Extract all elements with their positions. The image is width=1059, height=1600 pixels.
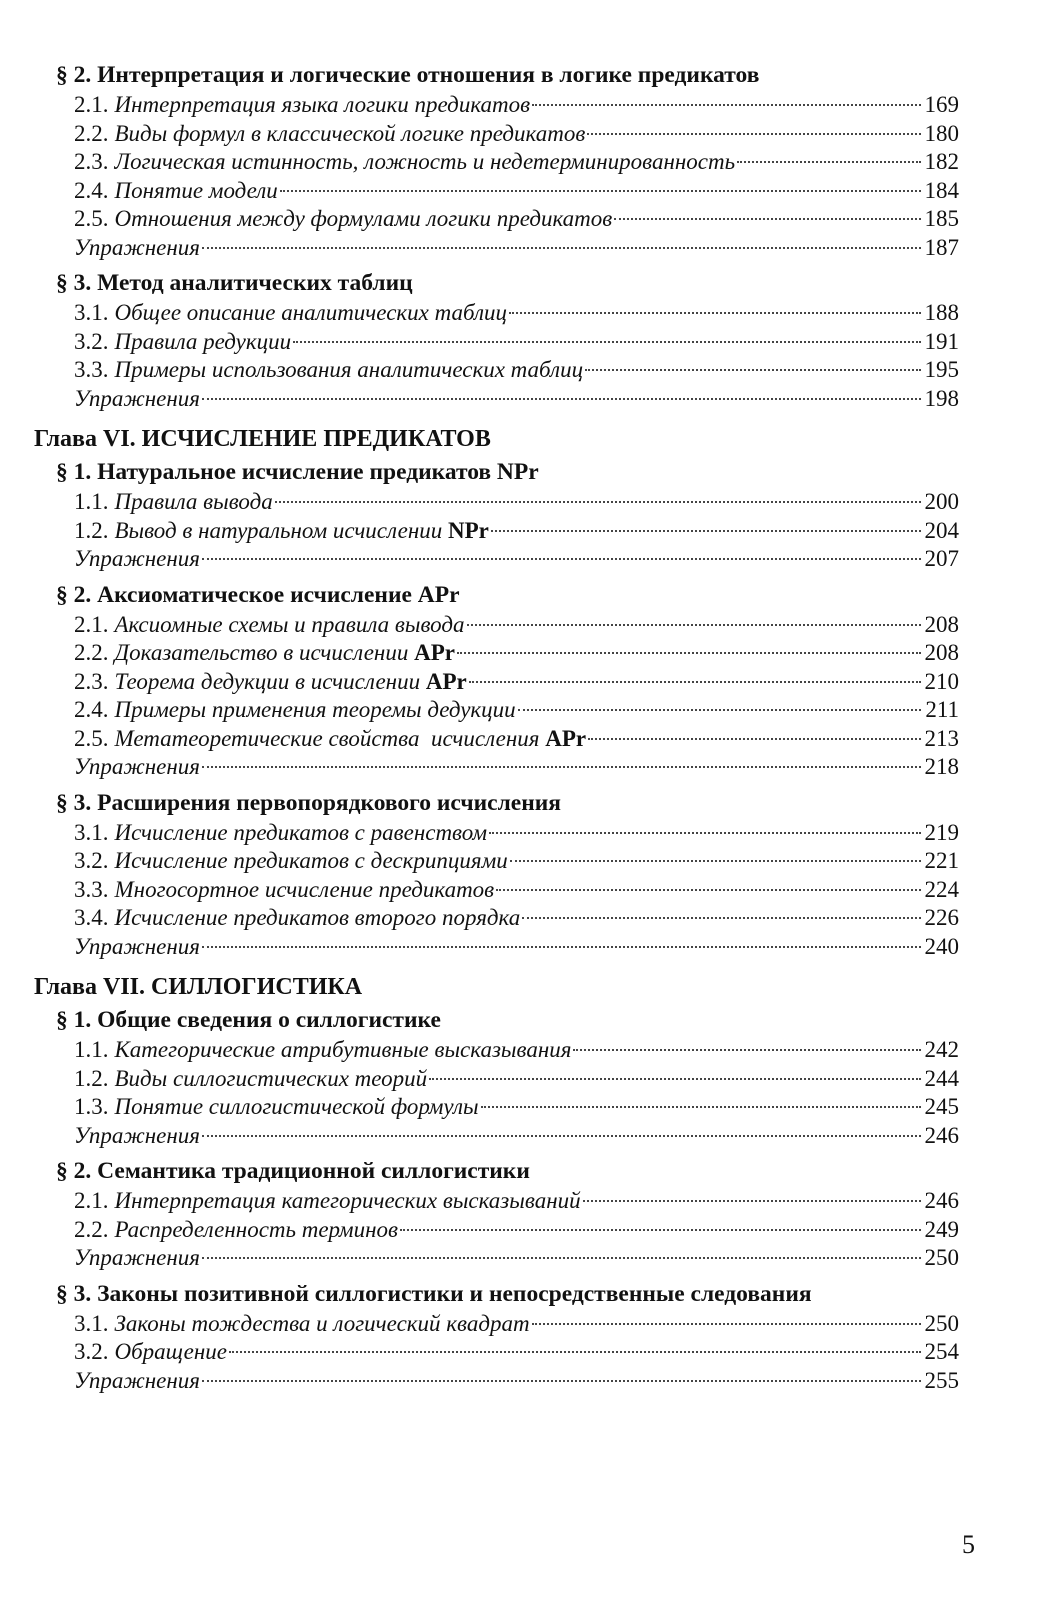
entry-page: 195: [924, 357, 959, 382]
entry-number: 3.1.: [74, 300, 109, 325]
toc-entry: [34, 234, 959, 263]
toc-section: [34, 459, 959, 574]
section-heading: § 3. Метод аналитических таблиц: [56, 270, 413, 296]
entry-title-text: Упражнения: [74, 1122, 200, 1148]
entry-title: [74, 234, 200, 263]
toc-section: [34, 1007, 959, 1150]
entry-title-text: Виды силлогистических теорий: [114, 1065, 428, 1091]
dot-leader: [202, 558, 921, 560]
dot-leader: [202, 1257, 921, 1259]
entry-page: 250: [924, 1310, 959, 1336]
dot-leader: [489, 832, 921, 834]
calculus-name: APr: [414, 640, 455, 665]
toc-entry: [34, 328, 959, 357]
entry-title-text: Доказательство в исчислении: [114, 640, 415, 665]
dot-leader: [229, 1351, 921, 1353]
toc-entry: [34, 1367, 959, 1396]
toc-section: [34, 62, 959, 262]
entry-page: 207: [924, 546, 959, 571]
entry-title-text: Упражнения: [74, 234, 200, 260]
entry-number: 1.2.: [74, 517, 109, 543]
entry-title-text: Упражнения: [74, 546, 200, 571]
entry-number: 2.2.: [74, 1216, 109, 1242]
entry-number: 3.1.: [74, 819, 109, 845]
entry-title: [74, 545, 200, 574]
dot-leader: [202, 946, 921, 948]
entry-page: 211: [925, 697, 959, 722]
entry-title: [115, 1310, 530, 1339]
dot-leader: [202, 1380, 921, 1382]
toc-entry: [34, 205, 959, 234]
dot-leader: [510, 860, 921, 862]
dot-leader: [469, 681, 921, 683]
entry-title-text: Метатеоретические свойства исчисления: [114, 725, 546, 751]
entry-title: [115, 611, 465, 640]
dot-leader: [202, 398, 921, 400]
toc-entry: [34, 1093, 959, 1122]
toc-entry: [34, 385, 959, 414]
entry-page: 210: [924, 668, 959, 694]
section-heading: § 2. Аксиоматическое исчисление APr: [56, 581, 460, 608]
toc-entry: [34, 1338, 959, 1367]
toc-entry: [34, 148, 959, 177]
toc-entry: [34, 1065, 959, 1094]
entry-title: [115, 356, 584, 385]
table-of-contents: [34, 62, 959, 1403]
entry-page: 182: [924, 149, 959, 174]
toc-entry: [34, 91, 959, 120]
dot-leader: [491, 530, 921, 532]
toc-entry: [34, 1036, 959, 1065]
entry-number: 3.1.: [74, 1310, 109, 1336]
entry-number: 3.3.: [74, 876, 109, 902]
entry-title-text: Логическая истинность, ложность и недетерминированность: [114, 149, 736, 174]
dot-leader: [573, 1049, 921, 1051]
entry-title-text: Примеры использования аналитических таблиц: [114, 357, 584, 382]
entry-page: 208: [924, 611, 959, 637]
toc-entry: [34, 177, 959, 206]
entry-page: 198: [924, 385, 959, 411]
entry-title-text: Аксиомные схемы и правила вывода: [114, 611, 465, 637]
entry-page: 255: [924, 1367, 959, 1393]
entry-title: [115, 328, 292, 357]
entry-title-text: Виды формул в классической логике предикатов: [114, 120, 586, 146]
dot-leader: [509, 312, 921, 314]
dot-leader: [481, 1106, 921, 1108]
entry-title: [115, 205, 613, 234]
toc-entry: [34, 120, 959, 149]
entry-page: 249: [924, 1216, 959, 1242]
section-heading: § 1. Натуральное исчисление предикатов NPr: [56, 459, 539, 485]
chapter-heading: Глава VI. ИСЧИСЛЕНИЕ ПРЕДИКАТОВ: [34, 426, 491, 452]
entry-title-text: Исчисление предикатов с дескрипциями: [114, 848, 508, 873]
entry-number: 1.2.: [74, 1065, 109, 1091]
dot-leader: [202, 766, 921, 768]
dot-leader: [293, 341, 921, 343]
entry-title-text: Понятие силлогистической формулы: [114, 1094, 479, 1119]
entry-page: 242: [924, 1037, 959, 1062]
toc-entry: [34, 876, 959, 905]
entry-number: 2.1.: [74, 92, 109, 117]
entry-page: 180: [924, 120, 959, 146]
entry-title: [115, 1065, 428, 1094]
dot-leader: [614, 218, 921, 220]
entry-title: [74, 1244, 200, 1273]
section-heading: § 1. Общие сведения о силлогистике: [56, 1007, 441, 1033]
entry-number: 2.4.: [74, 697, 109, 722]
toc-entry: [34, 1244, 959, 1273]
entry-title-text: Упражнения: [74, 1245, 200, 1270]
entry-number: 2.3.: [74, 149, 109, 174]
toc-section: [34, 790, 959, 962]
dot-leader: [522, 917, 921, 919]
entry-title-text: Исчисление предикатов второго порядка: [114, 905, 521, 930]
entry-title-text: Упражнения: [74, 933, 200, 959]
dot-leader: [275, 501, 921, 503]
entry-title: [115, 177, 278, 206]
entry-page: 213: [924, 725, 959, 751]
entry-title: [74, 753, 200, 782]
entry-title: [115, 639, 455, 668]
section-heading: § 3. Законы позитивной силлогистики и непосредственные следования: [56, 1280, 812, 1307]
entry-number: 2.5.: [74, 206, 109, 231]
entry-number: 2.5.: [74, 725, 109, 751]
entry-page: 208: [924, 640, 959, 665]
entry-page: 246: [924, 1122, 959, 1148]
entry-page: 246: [924, 1188, 959, 1213]
entry-title-text: Интерпретация категорических высказываний: [114, 1188, 581, 1213]
dot-leader: [400, 1229, 921, 1231]
entry-title-text: Правила редукции: [114, 328, 292, 354]
toc-entry: [34, 545, 959, 574]
entry-number: 2.2.: [74, 640, 109, 665]
entry-title: [115, 1187, 581, 1216]
dot-leader: [532, 104, 921, 106]
dot-leader: [280, 190, 921, 192]
entry-page: 254: [924, 1339, 959, 1364]
entry-page: 169: [924, 92, 959, 117]
calculus-name: NPr: [448, 517, 489, 543]
toc-entry: [34, 847, 959, 876]
entry-title-text: Упражнения: [74, 754, 200, 779]
entry-number: 3.2.: [74, 1339, 109, 1364]
entry-title-text: Исчисление предикатов с равенством: [114, 819, 488, 845]
toc-entry: [34, 1187, 959, 1216]
dot-leader: [518, 709, 921, 711]
toc-entry: [34, 1122, 959, 1151]
entry-title-text: Законы тождества и логический квадрат: [114, 1310, 530, 1336]
toc-section: [34, 1281, 959, 1396]
toc-entry: [34, 668, 959, 697]
entry-title: [115, 876, 495, 905]
entry-title: [74, 1367, 200, 1396]
entry-title-text: Общее описание аналитических таблиц: [114, 300, 508, 325]
entry-number: 2.1.: [74, 611, 109, 637]
entry-page: 204: [924, 517, 959, 543]
entry-number: 2.4.: [74, 177, 109, 203]
entry-title: [115, 120, 586, 149]
entry-page: 240: [924, 933, 959, 959]
entry-title: [115, 725, 587, 754]
entry-title-text: Правила вывода: [114, 489, 273, 514]
dot-leader: [457, 652, 921, 654]
entry-title: [115, 1093, 479, 1122]
dot-leader: [587, 133, 921, 135]
dot-leader: [532, 1323, 921, 1325]
chapter-heading: Глава VII. СИЛЛОГИСТИКА: [34, 974, 363, 1000]
dot-leader: [202, 247, 921, 249]
dot-leader: [202, 1135, 921, 1137]
entry-title: [74, 933, 200, 962]
toc-entry: [34, 753, 959, 782]
toc-section: [34, 1158, 959, 1273]
entry-title-text: Распределенность терминов: [114, 1216, 398, 1242]
entry-title-text: Примеры применения теоремы дедукции: [114, 697, 516, 722]
entry-page: 218: [924, 754, 959, 779]
entry-page: 191: [924, 328, 959, 354]
entry-number: 1.3.: [74, 1094, 109, 1119]
entry-number: 2.2.: [74, 120, 109, 146]
toc-entry: [34, 725, 959, 754]
entry-title-text: Понятие модели: [114, 177, 278, 203]
entry-number: 3.2.: [74, 848, 109, 873]
entry-page: 187: [924, 234, 959, 260]
entry-title: [115, 819, 488, 848]
entry-number: 1.1.: [74, 489, 109, 514]
entry-number: 3.2.: [74, 328, 109, 354]
entry-page: 200: [924, 489, 959, 514]
entry-number: 3.4.: [74, 905, 109, 930]
entry-page: 226: [924, 905, 959, 930]
toc-entry: [34, 1310, 959, 1339]
dot-leader: [737, 161, 921, 163]
toc-entry: [34, 488, 959, 517]
entry-title: [115, 299, 508, 328]
entry-page: 244: [924, 1065, 959, 1091]
entry-page: 219: [924, 819, 959, 845]
toc-entry: [34, 299, 959, 328]
entry-title-text: Отношения между формулами логики предикатов: [114, 206, 613, 231]
toc-section: [34, 582, 959, 782]
dot-leader: [585, 369, 921, 371]
toc-entry: [34, 639, 959, 668]
entry-page: 224: [924, 876, 959, 902]
entry-title: [115, 847, 508, 876]
entry-page: 245: [924, 1094, 959, 1119]
toc-entry: [34, 819, 959, 848]
section-heading: § 2. Семантика традиционной силлогистики: [56, 1158, 530, 1184]
toc-entry: [34, 696, 959, 725]
entry-title: [115, 1036, 572, 1065]
dot-leader: [583, 1200, 921, 1202]
dot-leader: [467, 624, 921, 626]
entry-title: [115, 1338, 227, 1367]
calculus-name: APr: [425, 668, 467, 694]
entry-title: [115, 1216, 398, 1245]
calculus-name: APr: [545, 725, 587, 751]
entry-title: [74, 1122, 200, 1151]
toc-entry: [34, 611, 959, 640]
entry-title-text: Теорема дедукции в исчислении: [114, 668, 426, 694]
toc-entry: [34, 1216, 959, 1245]
entry-title-text: Многосортное исчисление предикатов: [114, 876, 495, 902]
toc-entry: [34, 904, 959, 933]
entry-title: [115, 488, 273, 517]
dot-leader: [429, 1078, 921, 1080]
dot-leader: [588, 738, 921, 740]
dot-leader: [496, 889, 921, 891]
entry-number: 2.1.: [74, 1188, 109, 1213]
entry-title-text: Категорические атрибутивные высказывания: [114, 1037, 572, 1062]
toc-section: [34, 270, 959, 413]
entry-number: 2.3.: [74, 668, 109, 694]
entry-title: [115, 148, 736, 177]
toc-entry: [34, 517, 959, 546]
entry-title-text: Упражнения: [74, 385, 200, 411]
entry-page: 188: [924, 300, 959, 325]
entry-title-text: Интерпретация языка логики предикатов: [114, 92, 531, 117]
entry-title: [115, 517, 489, 546]
entry-title: [115, 91, 531, 120]
page-number: 5: [962, 1530, 975, 1559]
entry-number: 1.1.: [74, 1037, 109, 1062]
toc-entry: [34, 356, 959, 385]
entry-page: 185: [924, 206, 959, 231]
entry-title-text: Вывод в натуральном исчислении: [114, 517, 448, 543]
entry-page: 221: [924, 848, 959, 873]
entry-title: [115, 668, 467, 697]
entry-title: [115, 904, 521, 933]
toc-entry: [34, 933, 959, 962]
entry-number: 3.3.: [74, 357, 109, 382]
entry-page: 250: [924, 1245, 959, 1270]
entry-title: [115, 696, 516, 725]
section-heading: § 3. Расширения первопорядкового исчисления: [56, 789, 562, 816]
entry-title-text: Упражнения: [74, 1367, 200, 1393]
section-heading: § 2. Интерпретация и логические отношения в логике предикатов: [56, 62, 760, 88]
entry-title-text: Обращение: [114, 1339, 227, 1364]
entry-title: [74, 385, 200, 414]
entry-page: 184: [924, 177, 959, 203]
